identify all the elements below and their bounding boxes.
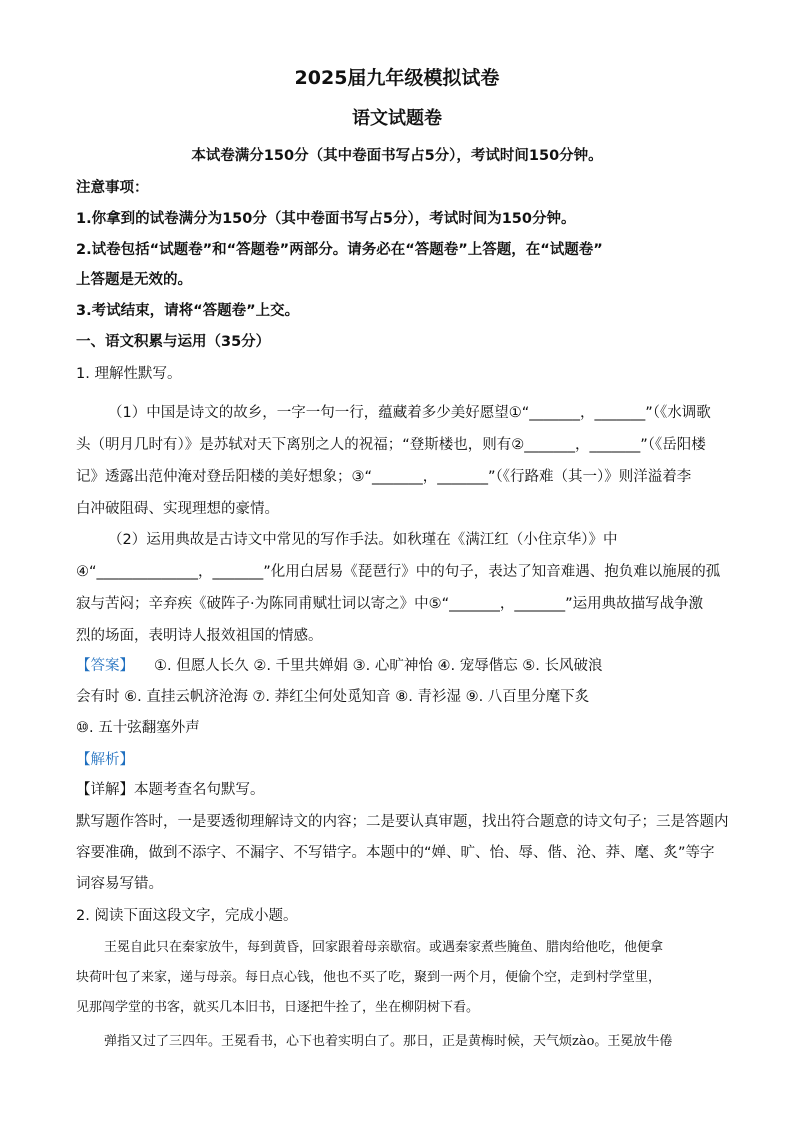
question-2-prompt: 2. 阅读下面这段文字，完成小题。 bbox=[76, 908, 298, 924]
answer-row-1 bbox=[76, 656, 603, 676]
notice-item-1: 1.你拿到的试卷满分为150分（其中卷面书写占5分），考试时间为150分钟。 bbox=[76, 211, 576, 227]
notice-item-2a: 2.试卷包括“试题卷”和“答题卷”两部分。请务必在“答题卷”上答题，在“试题卷” bbox=[76, 242, 603, 258]
question-1-prompt: 1. 理解性默写。 bbox=[76, 366, 182, 382]
analysis-label: 【解析】 bbox=[76, 752, 134, 768]
q1-part1-line1: （1）中国是诗文的故乡，一字一句一行，蕴藏着多少美好愿望①“_______，_______”（《水调歌 bbox=[108, 405, 711, 421]
answer-line-1: ①. 但愿人长久 ②. 千里共婵娟 ③. 心旷神怡 ④. 宠辱偕忘 ⑤. 长风破浪 bbox=[154, 658, 603, 674]
exam-info: 本试卷满分150分（其中卷面书写占5分），考试时间150分钟。 bbox=[191, 148, 603, 164]
q1-part2-line2: ④“______________，_______”化用白居易《琵琶行》中的句子，表达了知音难遇、抱负难以施展的孤 bbox=[76, 564, 721, 580]
q1-part2-line3: 寂与苦闷；辛弃疾《破阵子·为陈同甫赋壮词以寄之》中⑤“_______，_______”运用典故描写战争激 bbox=[76, 596, 704, 612]
analysis-line-3: 词容易写错。 bbox=[76, 876, 163, 892]
q1-part1-line3: 记》透露出范仲淹对登岳阳楼的美好想象；③“_______，_______”（《行路难（其一）》则洋溢着李 bbox=[76, 469, 692, 485]
section-heading: 一、语文积累与运用（35分） bbox=[76, 334, 271, 350]
exam-subtitle: 语文试题卷 bbox=[352, 108, 442, 129]
exam-title: 2025届九年级模拟试卷 bbox=[294, 67, 500, 89]
reading-text-line-1: 王冕自此只在秦家放牛，每到黄昏，回家跟着母亲歇宿。或遇秦家煮些腌鱼、腊肉给他吃，他便拿 bbox=[104, 940, 664, 955]
analysis-detail: 【详解】本题考查名句默写。 bbox=[76, 782, 265, 798]
answer-line-3: ⑩. 五十弦翻塞外声 bbox=[76, 720, 200, 736]
notice-item-3: 3.考试结束，请将“答题卷”上交。 bbox=[76, 303, 300, 319]
analysis-line-1: 默写题作答时，一是要透彻理解诗文的内容；二是要认真审题，找出符合题意的诗文句子；三是答题内 bbox=[76, 814, 729, 830]
reading-text-line-3: 见那闯学堂的书客，就买几本旧书，日逐把牛拴了，坐在柳阴树下看。 bbox=[76, 1000, 480, 1015]
q1-part1-line4: 白冲破阻碍、实现理想的豪情。 bbox=[76, 501, 279, 517]
answer-line-2: 会有时 ⑥. 直挂云帆济沧海 ⑦. 莽红尘何处觅知音 ⑧. 青衫湿 ⑨. 八百里分麾下炙 bbox=[76, 689, 590, 705]
q1-part2-line4: 烈的场面，表明诗人报效祖国的情感。 bbox=[76, 628, 323, 644]
reading-text-line-2: 块荷叶包了来家，递与母亲。每日点心钱，他也不买了吃，聚到一两个月，便偷个空，走到村学堂里， bbox=[76, 970, 662, 985]
q1-part2-line1: （2）运用典故是古诗文中常见的写作手法。如秋瑾在《满江红（小住京华）》中 bbox=[108, 532, 618, 548]
notice-heading: 注意事项： bbox=[76, 180, 149, 196]
analysis-line-2: 容要准确，做到不添字、不漏字、不写错字。本题中的“婵、旷、怡、辱、偕、沧、莽、麾、炙”等字 bbox=[76, 845, 715, 861]
reading-text-line-4: 弹指又过了三四年。王冕看书，心下也着实明白了。那日，正是黄梅时候，天气烦zào。王冕放牛倦 bbox=[104, 1034, 673, 1049]
notice-item-2b: 上答题是无效的。 bbox=[76, 272, 192, 288]
answer-label: 【答案】 bbox=[76, 658, 134, 674]
q1-part1-line2: 头（明月几时有）》是苏轼对天下离别之人的祝福；“登斯楼也，则有②_______，_______”（《岳阳楼 bbox=[76, 437, 706, 453]
